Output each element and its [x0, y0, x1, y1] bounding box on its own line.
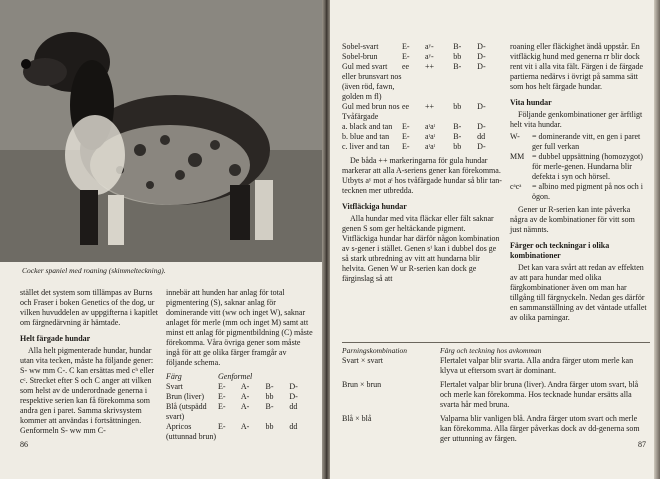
cocker-spaniel-photo [0, 0, 322, 262]
right-page [330, 0, 660, 479]
def-text: = albino med pigment på nos och i ögon. [532, 182, 643, 201]
farger-paragraph: Det kan vara svårt att redan av effekten av att para hundar med olika färgkombinationer även om man har tillgång till färgnyckeln. Nedan ges därför en sammanställning av det väntade utfallet av olika parningar. [510, 263, 647, 322]
pairing-combo: Brun × brun [342, 380, 382, 389]
row-color: Svart [166, 382, 183, 391]
heading-vita-hundar: Vita hundar [510, 98, 552, 107]
table-row [342, 122, 502, 132]
row-color: Brun (liver) [166, 392, 204, 401]
col-header-genformel: Genformel [218, 372, 253, 381]
row-color: Apricos (uttunnad brun) [166, 422, 216, 441]
left-page [0, 0, 322, 479]
row-gene: dd [289, 422, 298, 431]
pairing-result: Flertalet valpar blir svarta. Alla andra färger utom merle kan klyva ut eftersom svart är dominant. [440, 356, 634, 375]
row-gene: B- [453, 122, 462, 131]
page-number-left: 86 [20, 440, 28, 449]
table-row [342, 132, 502, 142]
row-gene: E- [402, 42, 410, 51]
left-column-1 [20, 288, 160, 438]
row-gene: A- [240, 382, 250, 391]
def-term: cᵃcᵃ [510, 182, 522, 191]
table-row [342, 102, 502, 112]
page-edge [654, 0, 660, 479]
divider [342, 342, 650, 343]
def-term: MM [510, 152, 525, 161]
list-item [510, 182, 648, 202]
left-column-2 [166, 288, 314, 442]
table-row [166, 402, 314, 422]
row-gene: bb [265, 422, 274, 431]
table-row [342, 142, 502, 152]
vitflackiga-paragraph: Alla hundar med vita fläckar eller fält saknar genen S som ger heltäckande pigment. Vitfläckiga hundar har därför någon kombination av s-gener i stället. Genen sⁱ kan i dubbel dos ge så stark utbredning av vitt att hundarna blir helvita. Genen W ur R-serien kan dock ge färginslag så att [342, 214, 500, 283]
row-gene: D- [289, 392, 298, 401]
row-gene: aʸ- [425, 42, 434, 51]
row-gene: bb [265, 392, 274, 401]
r-serien-paragraph: Gener ur R-serien kan inte påverka några av de kombinationer för vitt som just nämnts. [510, 205, 635, 234]
heading-vitflackiga: Vitfläckiga hundar [342, 202, 407, 211]
row-gene: A- [240, 422, 250, 431]
pairing-section [342, 342, 650, 444]
table-row [342, 62, 502, 102]
pairing-combo: Svart × svart [342, 356, 383, 365]
table-row [342, 112, 502, 122]
row-gene: E- [218, 402, 226, 411]
row-color: Blå (utspädd svart) [166, 402, 207, 421]
row-gene: aᵗaᵗ [425, 122, 436, 131]
row-gene: dd [477, 132, 486, 141]
row-gene: D- [477, 102, 486, 111]
row-gene: D- [477, 42, 486, 51]
row-gene: B- [265, 382, 274, 391]
dog-illustration [0, 0, 322, 262]
col-header-farg-teckning: Färg och teckning hos avkomman [440, 346, 542, 355]
table-row [342, 52, 502, 62]
row-gene: dd [289, 402, 298, 411]
row-color: Sobel-svart [342, 42, 379, 51]
row-gene: bb [453, 52, 462, 61]
row-gene: aᵗaᵗ [425, 142, 436, 151]
row-gene: D- [477, 52, 486, 61]
table-row [342, 414, 650, 444]
table-row [166, 392, 314, 402]
pairing-table [342, 346, 650, 444]
row-gene: bb [453, 142, 462, 151]
def-text: = dubbel uppsättning (homozygot) för merle-genen. Hundarna blir defekta i syn och hörsel. [532, 152, 643, 181]
roaning-paragraph: roaning eller fläckighet ändå uppstår. En vitfläckig hund med generna rr blir dock rent vit i alla vita fält. Färgen i de färgade partierna nedärvs i övrigt på samma sätt som hos helt färgade hundar. [510, 42, 643, 91]
row-gene: ++ [425, 62, 435, 71]
row-gene: ee [402, 102, 410, 111]
col-header-parning: Parningskombination [342, 346, 407, 355]
white-gene-definitions [510, 132, 648, 202]
table-row [342, 42, 502, 52]
table-row [166, 382, 314, 392]
row-gene: D- [477, 62, 486, 71]
def-text: = dominerande vitt, en gen i paret ger full verkan [532, 132, 641, 151]
row-gene: E- [402, 122, 410, 131]
list-item [510, 152, 648, 182]
row-gene: E- [402, 52, 410, 61]
row-gene: E- [402, 132, 410, 141]
row-gene: ee [402, 62, 410, 71]
pairing-result: Valparna blir vanligen blå. Andra färger utom svart och merle kan förekomma. Alla färger påverkas dock av dd-generna som ger uttunning av färgen. [440, 414, 640, 443]
book-gutter [322, 0, 330, 479]
row-gene: E- [402, 142, 410, 151]
row-color: b. blue and tan [342, 132, 390, 141]
row-gene: B- [453, 62, 462, 71]
row-gene: E- [218, 392, 226, 401]
row-gene: B- [453, 42, 462, 51]
list-item [510, 132, 648, 152]
row-color: Gul med brun nos [342, 102, 400, 111]
photo-caption: Cocker spaniel med roaning (skimmelteckning). [22, 266, 166, 275]
intro-paragraph: stället det system som tillämpas av Burns och Fraser i boken Genetics of the dog, ur vilken huvuddelen av uppgifterna i kapitlet om färgnedärvning är hämtade. [20, 288, 158, 327]
row-gene: E- [218, 382, 226, 391]
heading-helt-fargade: Helt färgade hundar [20, 334, 91, 343]
pairing-combo: Blå × blå [342, 414, 372, 423]
heading-farger-teckningar: Färger och teckningar i olika kombinationer [510, 241, 610, 260]
table-row [342, 380, 650, 414]
row-color: Gul med svart eller brunsvart nos (även röd, fawn, golden m fl) [342, 62, 402, 101]
genformel-paragraph: innebär att hunden har anlag för total pigmentering (S), saknar anlag för dominerande vitt (ww och inget W), saknar anlaget för merle (mm och inget M) samt att minst ett anlag för pigmentbildning (C) måste förekomma. Våra övriga gener som måste ingå för att ge olika färger framgår av följande schema. [166, 288, 313, 367]
row-gene: D- [477, 122, 486, 131]
row-gene: B- [265, 402, 274, 411]
col-header-farg: Färg [166, 372, 182, 381]
row-color: Tvåfärgade [342, 112, 379, 121]
row-color: Sobel-brun [342, 52, 378, 61]
row-gene: ++ [425, 102, 435, 111]
def-term: W- [510, 132, 520, 141]
right-column-1 [342, 42, 502, 286]
row-gene: bb [453, 102, 462, 111]
row-gene: aᵗaᵗ [425, 132, 436, 141]
row-gene: A- [240, 392, 250, 401]
table-row [342, 356, 650, 380]
page-number-right: 87 [638, 440, 646, 449]
row-gene: B- [453, 132, 462, 141]
row-color: c. liver and tan [342, 142, 390, 151]
row-gene: aʸ- [425, 52, 434, 61]
pairing-result: Flertalet valpar blir bruna (liver). Andra färger utom svart, blå och merle kan förekomma. Hos tecknade hundar ersätts alla svarta hår med bruna. [440, 380, 639, 409]
vita-lead: Följande genkombinationer ger ärftligt helt vita hundar. [510, 110, 643, 129]
row-gene: A- [240, 402, 250, 411]
body-paragraph: Alla helt pigmenterade hundar, hundar utan vita tecken, måste ha följande gener: S- ww mm C-. C kan ersättas med cʰ eller cᶜ. Strecket efter S och C anger att vilken som helst av de underordnade generna i respektive serien kan få förekomma som andra gen i paret. Samma skrivsystem kommer att användas i fortsättningen. Genformeln S- ww mm C- [20, 346, 155, 435]
gene-table-right [342, 42, 502, 152]
right-column-2 [510, 42, 648, 325]
plus-marker-paragraph: De båda ++ markeringarna för gula hundar markerar att alla A-seriens gener kan förekomma. Utbyts aʸ mot aᵗ hos tvåfärgade hundar så blir tan-tecknen mer utbredda. [342, 156, 502, 195]
table-row [166, 422, 314, 442]
row-gene: D- [289, 382, 298, 391]
row-color: a. black and tan [342, 122, 393, 131]
row-gene: E- [218, 422, 226, 431]
row-gene: D- [477, 142, 486, 151]
color-gene-table [166, 372, 314, 442]
